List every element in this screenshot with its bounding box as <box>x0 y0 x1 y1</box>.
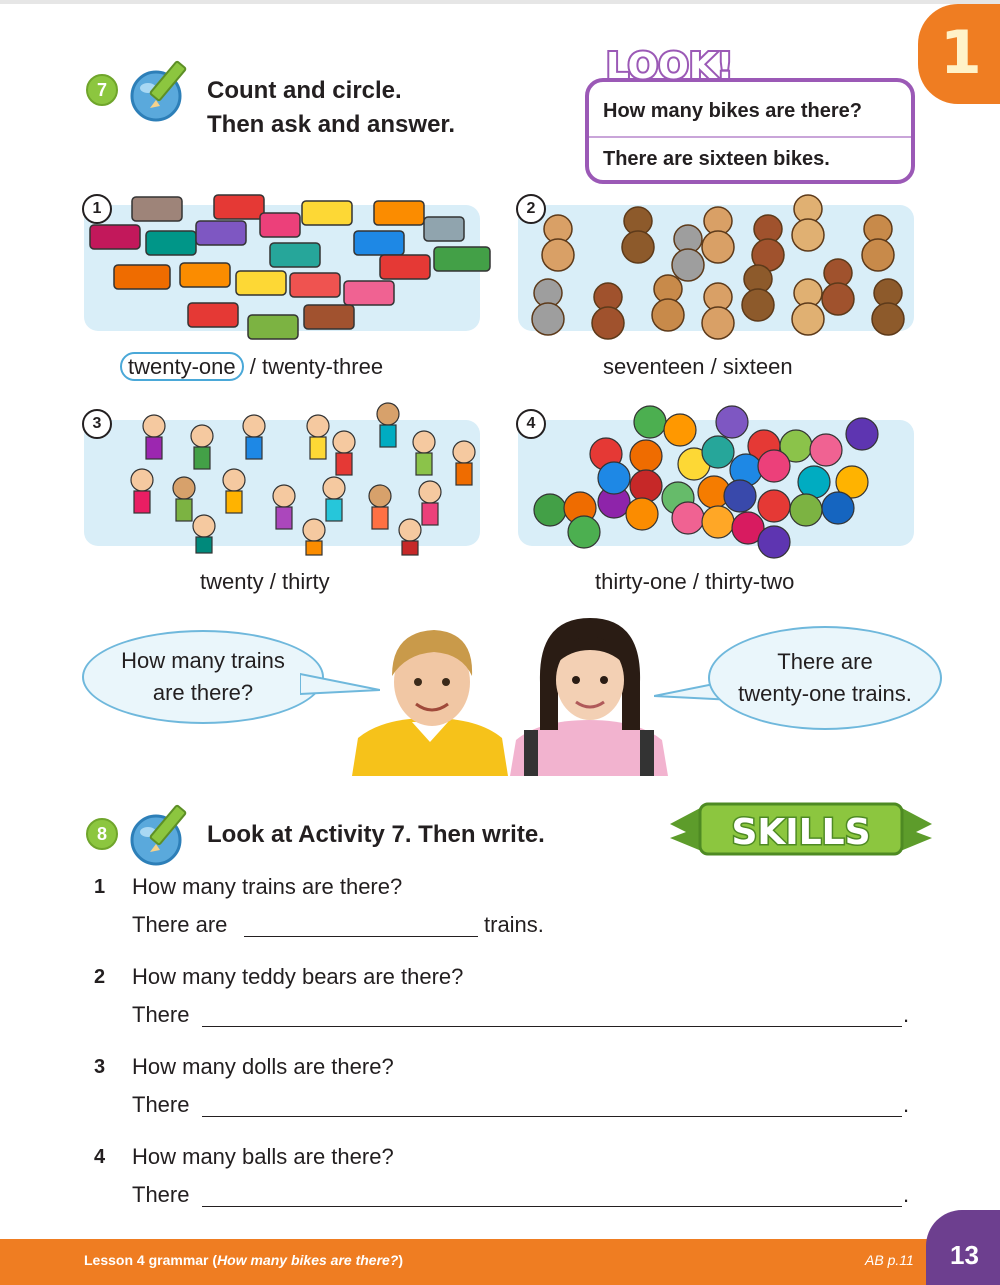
answer-3-start: There <box>132 1092 190 1117</box>
answer-4-end: . <box>903 1182 910 1207</box>
trains-illustration <box>84 191 504 351</box>
picture-3-number: 3 <box>82 409 112 439</box>
unit-number: 1 <box>940 18 982 88</box>
answer-2-end: . <box>903 1002 910 1027</box>
picture-2-option-b[interactable]: sixteen <box>722 354 793 379</box>
picture-3-separator: / <box>269 569 276 594</box>
picture-2-options <box>603 354 793 380</box>
picture-2-separator: / <box>710 354 717 379</box>
speech-bubble-left <box>82 630 324 724</box>
footer-bar <box>0 1239 1000 1285</box>
picture-4-separator: / <box>692 569 699 594</box>
answer-2-line[interactable] <box>202 1003 902 1027</box>
answer-3-line[interactable] <box>202 1093 902 1117</box>
speech-right-line2: twenty-one trains. <box>738 681 912 706</box>
pencil-icon <box>128 800 198 870</box>
picture-1-options <box>120 354 383 380</box>
balls-illustration <box>518 400 918 560</box>
question-1-text: How many trains are there? <box>132 874 403 899</box>
page-number-tab <box>926 1210 1000 1285</box>
unit-tab <box>918 4 1000 104</box>
picture-1-number: 1 <box>82 194 112 224</box>
question-1-number: 1 <box>94 876 106 898</box>
activity-7-instruction-2: Then ask and answer. <box>207 111 456 138</box>
footer-lesson-italic: How many bikes are there? <box>217 1252 399 1268</box>
footer-lesson-prefix: Lesson 4 grammar ( <box>84 1252 218 1268</box>
question-2-text: How many teddy bears are there? <box>132 964 464 989</box>
activity-7-instruction-1: Count and circle. <box>207 77 402 104</box>
top-edge <box>0 0 1000 4</box>
question-3-number: 3 <box>94 1056 106 1078</box>
look-question: How many bikes are there? <box>603 100 862 122</box>
look-title <box>600 40 740 90</box>
picture-3-option-b[interactable]: thirty <box>281 569 330 594</box>
footer-lesson <box>84 1252 403 1268</box>
picture-2-number: 2 <box>516 194 546 224</box>
dolls-illustration <box>84 396 504 556</box>
picture-4-option-a[interactable]: thirty-one <box>595 569 687 594</box>
picture-4-options <box>595 569 794 595</box>
footer-lesson-suffix: ) <box>398 1252 404 1268</box>
answer-3-end: . <box>903 1092 910 1117</box>
picture-dolls <box>84 420 480 546</box>
speech-right-line1: There are <box>777 649 873 674</box>
picture-1-option-a[interactable]: twenty-one <box>120 352 244 381</box>
picture-4-option-b[interactable]: thirty-two <box>705 569 795 594</box>
question-4-number: 4 <box>94 1146 106 1168</box>
picture-balls <box>518 420 914 546</box>
speech-left-line2: are there? <box>152 680 254 705</box>
picture-1-option-b[interactable]: twenty-three <box>262 354 384 379</box>
activity-8-number: 8 <box>86 818 118 850</box>
picture-3-options <box>200 569 330 595</box>
speech-bubble-right <box>708 626 942 730</box>
question-3-text: How many dolls are there? <box>132 1054 394 1079</box>
answer-1-end: trains. <box>484 912 544 937</box>
teddy-bears-illustration <box>518 193 918 343</box>
boy-photo <box>352 618 508 776</box>
pencil-icon <box>128 56 198 126</box>
answer-1-start: There are <box>132 912 228 937</box>
skills-badge <box>670 792 932 872</box>
picture-trains <box>84 205 480 331</box>
answer-4-start: There <box>132 1182 190 1207</box>
picture-4-number: 4 <box>516 409 546 439</box>
picture-3-option-a[interactable]: twenty <box>200 569 264 594</box>
look-answer: There are sixteen bikes. <box>603 148 830 170</box>
question-2-number: 2 <box>94 966 106 988</box>
skills-badge-text: SKILLS <box>731 812 871 853</box>
look-box <box>585 78 915 184</box>
activity-7-number: 7 <box>86 74 118 106</box>
answer-4-line[interactable] <box>202 1183 902 1207</box>
speech-left-line1: How many trains <box>121 648 285 673</box>
picture-2-option-a[interactable]: seventeen <box>603 354 705 379</box>
answer-2-start: There <box>132 1002 190 1027</box>
look-title-text: LOOK! <box>606 46 734 87</box>
question-4-text: How many balls are there? <box>132 1144 394 1169</box>
look-divider <box>589 136 911 138</box>
answer-1-line[interactable] <box>244 913 478 937</box>
picture-1-separator: / <box>249 354 256 379</box>
footer-ab-reference: AB p.11 <box>865 1252 914 1268</box>
picture-teddy-bears <box>518 205 914 331</box>
activity-8-instruction: Look at Activity 7. Then write. <box>207 821 545 848</box>
page-number: 13 <box>950 1240 979 1270</box>
girl-photo <box>510 612 668 776</box>
